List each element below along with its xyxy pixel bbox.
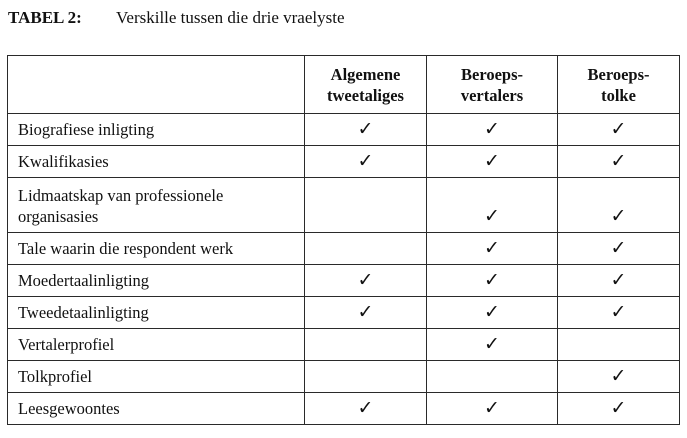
check-mark-icon: ✓ <box>427 178 558 233</box>
column-header-general-bilinguals: Algemene tweetaliges <box>305 56 427 114</box>
check-mark-icon: ✓ <box>305 114 427 146</box>
table-body <box>8 114 680 425</box>
empty-cell <box>558 329 680 361</box>
questionnaire-comparison-table <box>7 55 680 425</box>
row-label: Tale waarin die respondent werk <box>8 233 305 265</box>
table-row <box>8 114 680 146</box>
check-mark-icon: ✓ <box>558 361 680 393</box>
check-mark-icon: ✓ <box>427 393 558 425</box>
check-mark-icon: ✓ <box>558 393 680 425</box>
check-mark-icon: ✓ <box>427 114 558 146</box>
check-mark-icon: ✓ <box>305 146 427 178</box>
table-row <box>8 361 680 393</box>
row-label: Kwalifikasies <box>8 146 305 178</box>
check-mark-icon: ✓ <box>427 265 558 297</box>
check-mark-icon: ✓ <box>558 265 680 297</box>
check-mark-icon: ✓ <box>558 114 680 146</box>
check-mark-icon: ✓ <box>305 297 427 329</box>
column-header-professional-interpreters: Beroeps- tolke <box>558 56 680 114</box>
table-row <box>8 233 680 265</box>
table-row <box>8 329 680 361</box>
check-mark-icon: ✓ <box>305 265 427 297</box>
table-row <box>8 146 680 178</box>
table-row <box>8 178 680 233</box>
check-mark-icon: ✓ <box>558 297 680 329</box>
check-mark-icon: ✓ <box>305 393 427 425</box>
check-mark-icon: ✓ <box>427 297 558 329</box>
empty-cell <box>305 361 427 393</box>
empty-cell <box>305 329 427 361</box>
check-mark-icon: ✓ <box>427 146 558 178</box>
row-label: Lidmaatskap van professionele organisasies <box>8 178 305 233</box>
row-label: Biografiese inligting <box>8 114 305 146</box>
empty-cell <box>305 233 427 265</box>
column-header-professional-translators: Beroeps- vertalers <box>427 56 558 114</box>
table-row <box>8 297 680 329</box>
row-label: Moedertaalinligting <box>8 265 305 297</box>
empty-cell <box>427 361 558 393</box>
check-mark-icon: ✓ <box>558 233 680 265</box>
check-mark-icon: ✓ <box>427 329 558 361</box>
row-label: Tweedetaalinligting <box>8 297 305 329</box>
row-label: Tolkprofiel <box>8 361 305 393</box>
table-caption <box>8 7 345 29</box>
header-empty-cell <box>8 56 305 114</box>
table-label: TABEL 2: <box>8 8 82 27</box>
row-label: Vertalerprofiel <box>8 329 305 361</box>
table-row <box>8 265 680 297</box>
table-row <box>8 393 680 425</box>
empty-cell <box>305 178 427 233</box>
table-title: Verskille tussen die drie vraelyste <box>116 8 345 27</box>
header-row <box>8 56 680 114</box>
check-mark-icon: ✓ <box>427 233 558 265</box>
row-label: Leesgewoontes <box>8 393 305 425</box>
check-mark-icon: ✓ <box>558 146 680 178</box>
check-mark-icon: ✓ <box>558 178 680 233</box>
